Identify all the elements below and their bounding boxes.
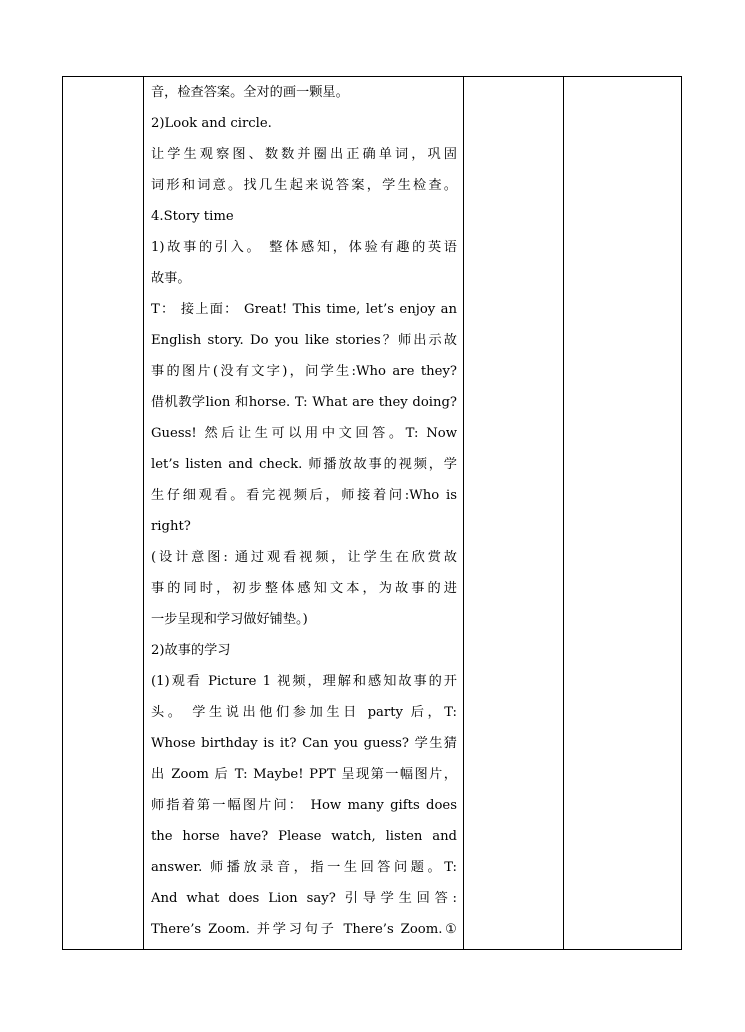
- text-line: 事的同时，初步整体感知文本，为故事的进: [151, 581, 457, 596]
- text-line: T： 接上面： Great! This time, let’s enjoy an: [151, 302, 457, 317]
- text-line: Guess! 然后让生可以用中文回答。T: Now: [151, 426, 457, 441]
- text-line: 生仔细观看。看完视频后，师接着问:Who is: [151, 488, 457, 503]
- column-divider: [563, 77, 564, 949]
- text-line: 1)故事的引入。 整体感知，体验有趣的英语: [151, 240, 457, 255]
- lesson-plan-table: [62, 76, 682, 950]
- text-line: (设计意图: 通过观看视频，让学生在欣赏故: [151, 550, 457, 565]
- text-line: 2)故事的学习: [151, 643, 231, 658]
- text-line: 4.Story time: [151, 209, 234, 224]
- text-line: 2)Look and circle.: [151, 116, 272, 131]
- text-line: Whose birthday is it? Can you guess? 学生猜: [151, 736, 457, 751]
- text-line: 师指着第一幅图片问： How many gifts does: [151, 798, 457, 813]
- text-line: 让学生观察图、数数并圈出正确单词，巩固: [151, 147, 457, 162]
- text-line: There’s Zoom. 并学习句子 There’s Zoom.①: [151, 922, 457, 937]
- text-line: 音，检查答案。全对的画一颗星。: [151, 85, 349, 100]
- text-line: the horse have? Please watch, listen and: [151, 829, 457, 844]
- text-line: English story. Do you like stories？师出示故: [151, 333, 457, 348]
- teaching-process-cell: [151, 77, 457, 945]
- text-line: right?: [151, 519, 191, 534]
- column-divider: [463, 77, 464, 949]
- text-line: 头。 学生说出他们参加生日 party 后，T:: [151, 705, 457, 720]
- text-line: 词形和词意。找几生起来说答案，学生检查。: [151, 178, 457, 193]
- text-line: 事的图片(没有文字)，问学生:Who are they?: [151, 364, 457, 379]
- text-line: 出 Zoom 后 T: Maybe! PPT 呈现第一幅图片，: [151, 767, 457, 782]
- text-line: (1)观看 Picture 1 视频，理解和感知故事的开: [151, 674, 457, 689]
- column-divider: [143, 77, 144, 949]
- text-line: let’s listen and check. 师播放故事的视频，学: [151, 457, 457, 472]
- text-line: 借机教学lion 和horse. T: What are they doing?: [151, 395, 457, 410]
- text-line: answer. 师播放录音，指一生回答问题。T:: [151, 860, 457, 875]
- text-line: 故事。: [151, 271, 191, 286]
- text-line: 一步呈现和学习做好铺垫。): [151, 612, 308, 627]
- text-line: And what does Lion say? 引导学生回答:: [151, 891, 457, 906]
